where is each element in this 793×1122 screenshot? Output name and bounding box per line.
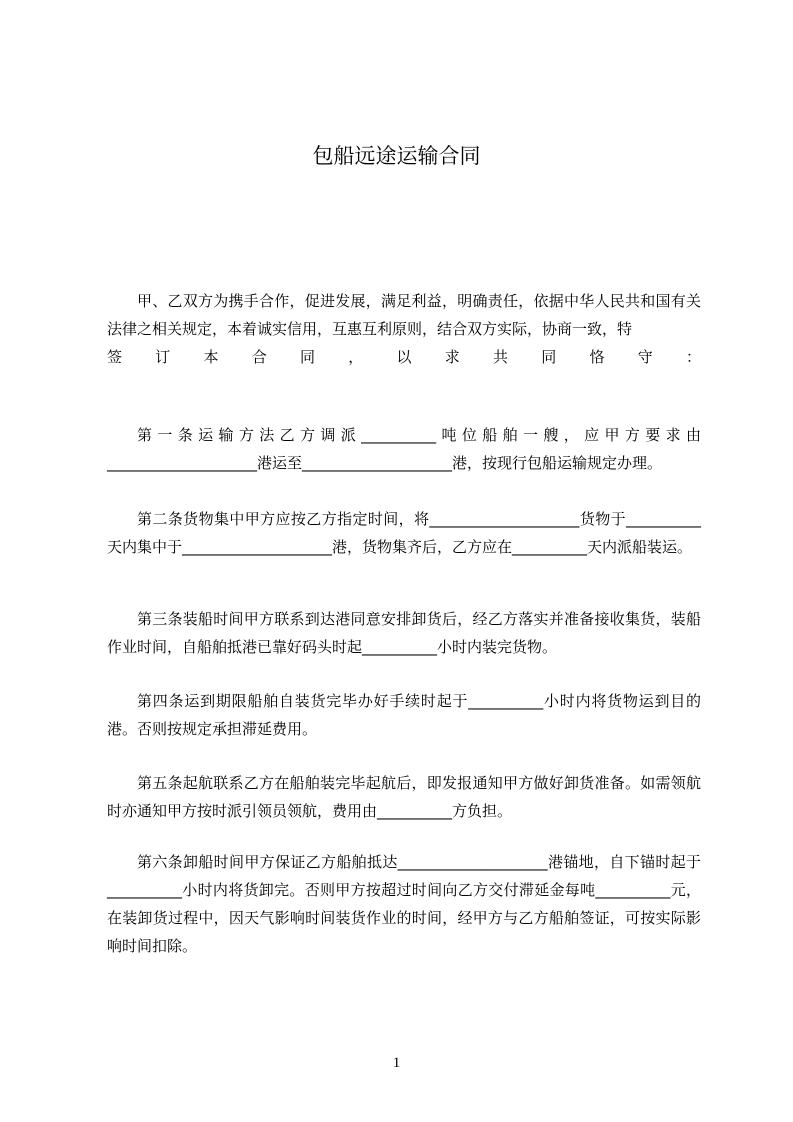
intro-text: 甲、乙双方为携手合作，促进发展，满足利益，明确责任，依据中华人民共和国有关法律之相关规定，本着诚实信用，互惠互利原则，结合双方实际，协商一致，特 [107,292,701,338]
article-1: 第一条运输方法乙方调派__________吨位船舶一艘，应甲方要求由____________________港运至____________________港，按现行包船运输规定办理。 [107,426,701,472]
article-2: 第二条货物集中甲方应按乙方指定时间，将____________________货物于__________天内集中于____________________港，货物集齐后，乙方应在__________天内派船装运。 [107,510,701,556]
intro-text-end: 签订本合同，以求共同恪守： [107,348,701,366]
article-6: 第六条卸船时间甲方保证乙方船舶抵达____________________港锚地，自下锚时起于__________小时内将货卸完。否则甲方按超过时间向乙方交付滞延金每吨__________元，在装卸货过程中，因天气影响时间装货作业的时间，经甲方与乙方船舶签证，可按实际影响时间扣除。 [107,853,701,955]
intro-paragraph [107,287,701,371]
page-number: 1 [392,1055,401,1071]
document-title: 包船远途运输合同 [312,144,481,168]
article-5: 第五条起航联系乙方在船舶装完毕起航后，即发报通知甲方做好卸货准备。如需领航时亦通知甲方按时派引领员领航，费用由__________方负担。 [107,774,701,820]
article-3: 第三条装船时间甲方联系到达港同意安排卸货后，经乙方落实并准备接收集货，装船作业时间，自船舶抵港已靠好码头时起__________小时内装完货物。 [107,610,701,656]
article-4: 第四条运到期限船舶自装货完毕办好手续时起于__________小时内将货物运到目的港。否则按规定承担滞延费用。 [107,692,701,738]
